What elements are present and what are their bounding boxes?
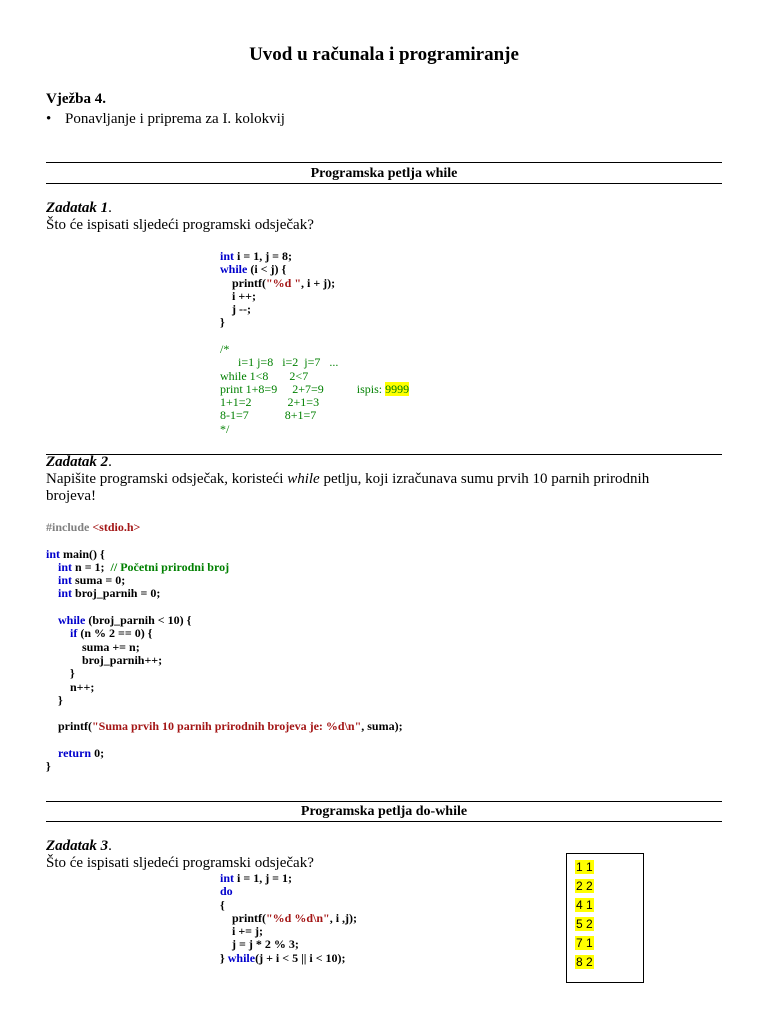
task1-question: Što će ispisati sljedeći programski odsječak? bbox=[46, 217, 314, 233]
section-rule-top-2 bbox=[46, 801, 722, 802]
document-title: Uvod u računala i programiranje bbox=[249, 44, 519, 65]
output-line: 2 2 bbox=[576, 879, 593, 893]
section-title-do-while: Programska petlja do-while bbox=[300, 804, 468, 819]
task2-heading: Zadatak 2. bbox=[46, 454, 112, 470]
output-line: 8 2 bbox=[576, 955, 593, 969]
task2-question-line1: Napišite programski odsječak, koristeći while petlju, koji izračunava sumu prvih 10 parnih prirodnih bbox=[46, 471, 650, 487]
bullet-text: Ponavljanje i priprema za I. kolokvij bbox=[65, 111, 285, 127]
section-rule-top bbox=[46, 162, 722, 163]
task2-code: #include <stdio.h> int main() { int n = 1; // Početni prirodni broj int suma = 0; int broj_parnih = 0; while (broj_parnih < 10) { if (n % 2 == 0) { suma += n; broj_parnih++; } n++; } printf("Suma prvih 10 parnih prirodnih brojeva je: %d\n", suma); return 0; } bbox=[46, 520, 403, 774]
task2-question-line2: brojeva! bbox=[46, 488, 96, 504]
task3-code: int i = 1, j = 1; do { printf("%d %d\n", i ,j); i += j; j = j * 2 % 3; } while(j + i < 5 || i < 10); bbox=[220, 871, 358, 965]
task2-rule bbox=[46, 454, 722, 455]
section-rule-bottom-2 bbox=[46, 821, 722, 822]
output-line: 1 1 bbox=[576, 860, 593, 874]
exercise-label: Vježba 4. bbox=[46, 91, 106, 107]
task3-question: Što će ispisati sljedeći programski odsječak? bbox=[46, 855, 314, 871]
task1-code: int i = 1, j = 8; while (i < j) { printf("%d ", i + j); i ++; j --; } bbox=[220, 249, 336, 330]
task3-heading: Zadatak 3. bbox=[46, 838, 112, 854]
output-highlight: 9999 bbox=[385, 381, 410, 396]
output-line: 5 2 bbox=[576, 917, 593, 931]
output-line: 4 1 bbox=[576, 898, 593, 912]
bullet-icon: • bbox=[46, 111, 52, 127]
task1-heading: Zadatak 1. bbox=[46, 200, 112, 216]
task1-comment: /* i=1 j=8 i=2 j=7 ... while 1<8 2<7 print 1+8=9 2+7=9 ispis: 9999 1+1=2 2+1=3 8-1=7 8+1=7 */ bbox=[220, 342, 410, 436]
section-rule-bottom bbox=[46, 183, 722, 184]
section-title-while: Programska petlja while bbox=[310, 166, 458, 181]
exercise-bullet bbox=[46, 111, 285, 128]
output-line: 7 1 bbox=[576, 936, 593, 950]
